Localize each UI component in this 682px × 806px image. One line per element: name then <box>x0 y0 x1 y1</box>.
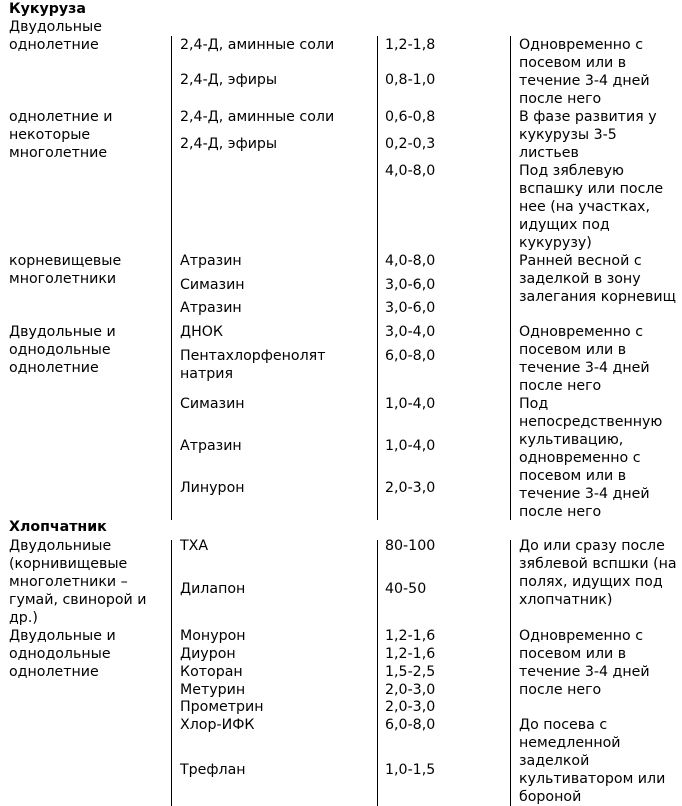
dose-cell: 1,2-1,8 <box>385 37 436 53</box>
dose-cell: 2,0-3,0 <box>385 699 436 715</box>
herbicide-cell: Дилапон <box>180 581 246 597</box>
dose-cell: 0,8-1,0 <box>385 72 436 88</box>
timing-cell: До посева с немедленной заделкой культиватором или бороной <box>519 717 666 805</box>
column-divider <box>171 540 172 806</box>
column-divider <box>377 540 378 806</box>
herbicide-cell: ДНОК <box>180 324 223 340</box>
timing-cell: Одновременно с посевом или в течение 3-4 дней после него <box>519 324 650 394</box>
dose-cell: 1,0-1,5 <box>385 762 436 778</box>
herbicide-cell: Атразин <box>180 253 242 269</box>
timing-cell: До или сразу после зяблевой вспшки (на полях, идущих под хлопчатник) <box>519 538 677 608</box>
weed-group: Двудольниые (корнивищевые многолетники – гумай, свинорой и др.) <box>9 538 147 626</box>
herbicide-cell: Прометрин <box>180 699 264 715</box>
dose-cell: 0,6-0,8 <box>385 109 436 125</box>
timing-cell: Ранней весной с заделкой в зону залегания корневищ <box>519 253 676 305</box>
timing-cell: Одновременно с посевом или в течение 3-4 дней после него <box>519 628 650 698</box>
weed-group: однолетние и некоторые многолетние <box>9 109 113 161</box>
dose-cell: 3,0-6,0 <box>385 300 436 316</box>
herbicide-cell: Атразин <box>180 438 242 454</box>
timing-cell: Под зяблевую вспашку или после нее (на участках, идущих под кукурузу) <box>519 163 664 251</box>
dose-cell: 3,0-6,0 <box>385 277 436 293</box>
herbicide-cell: Трефлан <box>180 762 246 778</box>
dose-cell: 1,0-4,0 <box>385 396 436 412</box>
column-divider <box>510 540 511 806</box>
column-divider <box>377 36 378 520</box>
dose-cell: 2,0-3,0 <box>385 682 436 698</box>
herbicide-cell: Симазин <box>180 277 245 293</box>
herbicide-cell: 2,4-Д, аминные соли <box>180 109 335 125</box>
dose-cell: 40-50 <box>385 581 427 597</box>
column-divider <box>510 36 511 520</box>
herbicide-cell: 2,4-Д, аминные соли <box>180 37 335 53</box>
timing-cell: Одновременно с посевом или в течение 3-4 дней после него <box>519 37 650 107</box>
dose-cell: 4,0-8,0 <box>385 163 436 179</box>
dose-cell: 1,0-4,0 <box>385 438 436 454</box>
dose-cell: 6,0-8,0 <box>385 348 436 364</box>
herbicide-cell: Атразин <box>180 300 242 316</box>
column-divider <box>171 36 172 520</box>
herbicide-cell: Метурин <box>180 682 246 698</box>
herbicide-cell: Монурон <box>180 628 246 644</box>
timing-cell: В фазе развития у кукурузы 3-5 листьев <box>519 109 657 161</box>
weed-group: Двудольные и однодольные однолетние <box>9 628 116 680</box>
dose-cell: 1,2-1,6 <box>385 628 436 644</box>
herbicide-cell: Симазин <box>180 396 245 412</box>
dose-cell: 1,5-2,5 <box>385 664 436 680</box>
herbicide-cell: Пентахлорфенолят натрия <box>180 348 326 382</box>
dose-cell: 4,0-8,0 <box>385 253 436 269</box>
herbicide-cell: 2,4-Д, эфиры <box>180 136 278 152</box>
dose-cell: 6,0-8,0 <box>385 717 436 733</box>
dose-cell: 3,0-4,0 <box>385 324 436 340</box>
section-title: Хлопчатник <box>9 519 107 535</box>
weed-group: Двудольные однолетние <box>9 19 102 53</box>
weed-group: корневищевые многолетники <box>9 253 122 287</box>
herbicide-cell: 2,4-Д, эфиры <box>180 72 278 88</box>
dose-cell: 1,2-1,6 <box>385 646 436 662</box>
herbicide-cell: Линурон <box>180 480 245 496</box>
dose-cell: 2,0-3,0 <box>385 480 436 496</box>
section-title: Кукуруза <box>9 1 86 17</box>
herbicide-cell: Хлор-ИФК <box>180 717 255 733</box>
herbicide-cell: Которан <box>180 664 243 680</box>
dose-cell: 80-100 <box>385 538 436 554</box>
dose-cell: 0,2-0,3 <box>385 136 436 152</box>
herbicide-cell: Диурон <box>180 646 236 662</box>
herbicide-cell: ТХА <box>180 538 209 554</box>
timing-cell: Под непосредственную культивацию, одновременно с посевом или в течение 3-4 дней после него <box>519 396 663 520</box>
weed-group: Двудольные и однодольные однолетние <box>9 324 116 376</box>
